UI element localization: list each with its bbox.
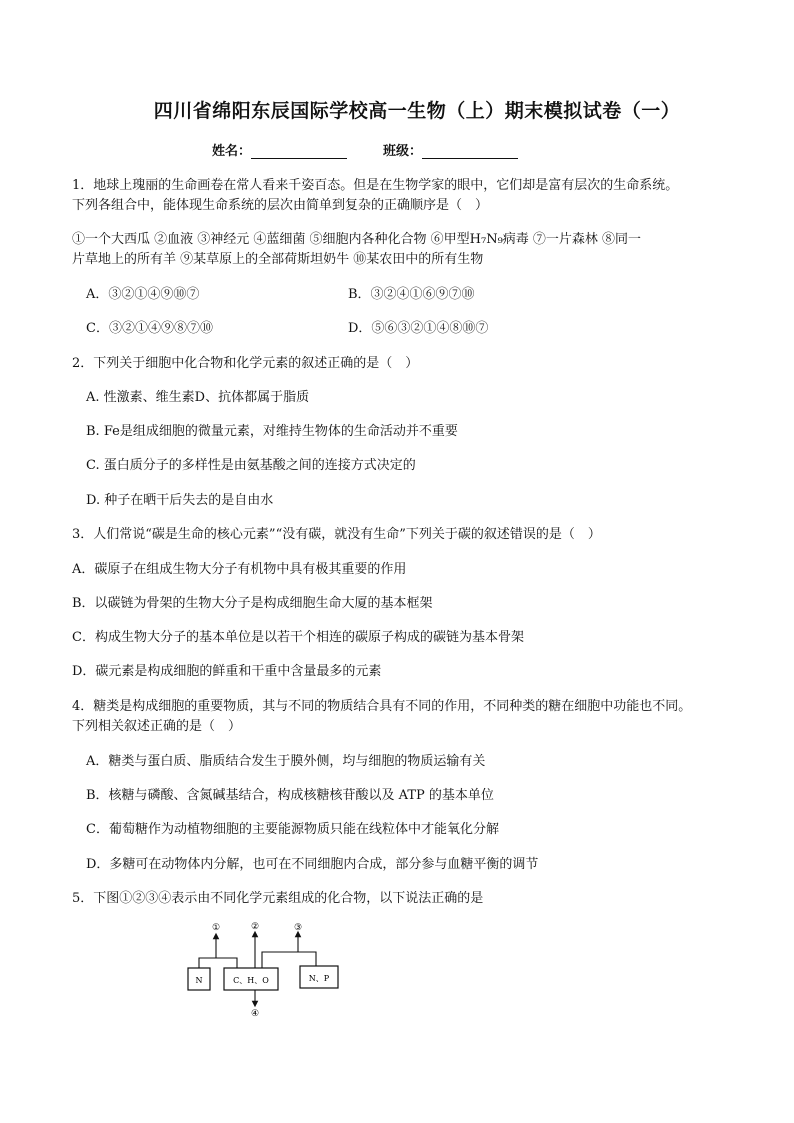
q4-stem-line2: 下列相关叙述正确的是（ ）	[72, 719, 242, 734]
q2-option-d[interactable]: D. 种子在晒干后失去的是自由水	[86, 493, 274, 508]
name-label: 姓名：	[212, 144, 252, 159]
q4-option-b[interactable]: B．核糖与磷酸、含氮碱基结合，构成核糖核苷酸以及 ATP 的基本单位	[86, 788, 494, 803]
q4-option-d[interactable]: D．多糖可在动物体内分解，也可在不同细胞内合成，部分参与血糖平衡的调节	[86, 857, 539, 872]
q2-stem: 2．下列关于细胞中化合物和化学元素的叙述正确的是（ ）	[72, 356, 419, 371]
q1-option-c[interactable]: C．③②①④⑨⑧⑦⑩	[86, 321, 213, 336]
q1-option-b[interactable]: B．③②④①⑥⑨⑦⑩	[348, 287, 475, 302]
q5-stem: 5．下图①②③④表示由不同化学元素组成的化合物，以下说法正确的是	[72, 891, 484, 906]
q1-items-line1: ①一个大西瓜 ②血液 ③神经元 ④蓝细菌 ⑤细胞内各种化合物 ⑥甲型H₇N₉病毒 ⑦一片森林 ⑧同一	[72, 232, 642, 247]
q2-option-c[interactable]: C. 蛋白质分子的多样性是由氨基酸之间的连接方式决定的	[86, 458, 416, 473]
q4-option-a[interactable]: A．糖类与蛋白质、脂质结合发生于膜外侧，均与细胞的物质运输有关	[86, 754, 486, 769]
q1-items-line2: 片草地上的所有羊 ⑨某草原上的全部荷斯坦奶牛 ⑩某农田中的所有生物	[72, 252, 484, 267]
q2-option-b[interactable]: B. Fe是组成细胞的微量元素，对维持生物体的生命活动并不重要	[86, 424, 458, 439]
q3-option-c[interactable]: C．构成生物大分子的基本单位是以若干个相连的碳原子构成的碳链为基本骨架	[72, 630, 524, 645]
connector-n-cho	[199, 958, 237, 968]
box-n-label: N	[195, 976, 203, 985]
label-2: ②	[250, 922, 260, 932]
q3-option-a[interactable]: A．碳原子在组成生物大分子有机物中具有极其重要的作用	[72, 562, 407, 577]
label-4: ④	[250, 1009, 260, 1019]
q1-option-d[interactable]: D．⑤⑥③②①④⑧⑩⑦	[348, 321, 489, 336]
q1-stem-line1: 1．地球上瑰丽的生命画卷在常人看来千姿百态。但是在生物学家的眼中，它们却是富有层次的生命系统。	[72, 178, 679, 193]
label-1: ①	[211, 923, 221, 933]
name-blank[interactable]	[251, 144, 347, 159]
q4-stem-line1: 4．糖类是构成细胞的重要物质，其与不同的物质结合具有不同的作用，不同种类的糖在细胞中功能也不同。	[72, 699, 692, 714]
box-np-label: N、P	[308, 974, 330, 983]
q1-option-a[interactable]: A．③②①④⑨⑩⑦	[86, 287, 200, 302]
label-3: ③	[293, 923, 303, 933]
q2-option-a[interactable]: A. 性激素、维生素D、抗体都属于脂质	[86, 390, 310, 405]
element-diagram	[182, 920, 342, 1020]
q3-option-d[interactable]: D．碳元素是构成细胞的鲜重和干重中含量最多的元素	[72, 664, 382, 679]
q4-option-c[interactable]: C．葡萄糖作为动植物细胞的主要能源物质只能在线粒体中才能氧化分解	[86, 822, 499, 837]
q3-stem: 3．人们常说“碳是生命的核心元素”“没有碳，就没有生命”下列关于碳的叙述错误的是（ ）	[72, 527, 601, 542]
page-title: 四川省绵阳东辰国际学校高一生物（上）期末模拟试卷（一）	[153, 100, 681, 122]
class-blank[interactable]	[422, 144, 518, 159]
q3-option-b[interactable]: B．以碳链为骨架的生物大分子是构成细胞生命大厦的基本框架	[72, 596, 433, 611]
student-info	[212, 140, 518, 159]
box-cho-label: C、H、O	[233, 976, 269, 985]
class-label: 班级：	[383, 144, 423, 159]
q1-stem-line2: 下列各组合中，能体现生命系统的层次由简单到复杂的正确顺序是（ ）	[72, 198, 489, 213]
